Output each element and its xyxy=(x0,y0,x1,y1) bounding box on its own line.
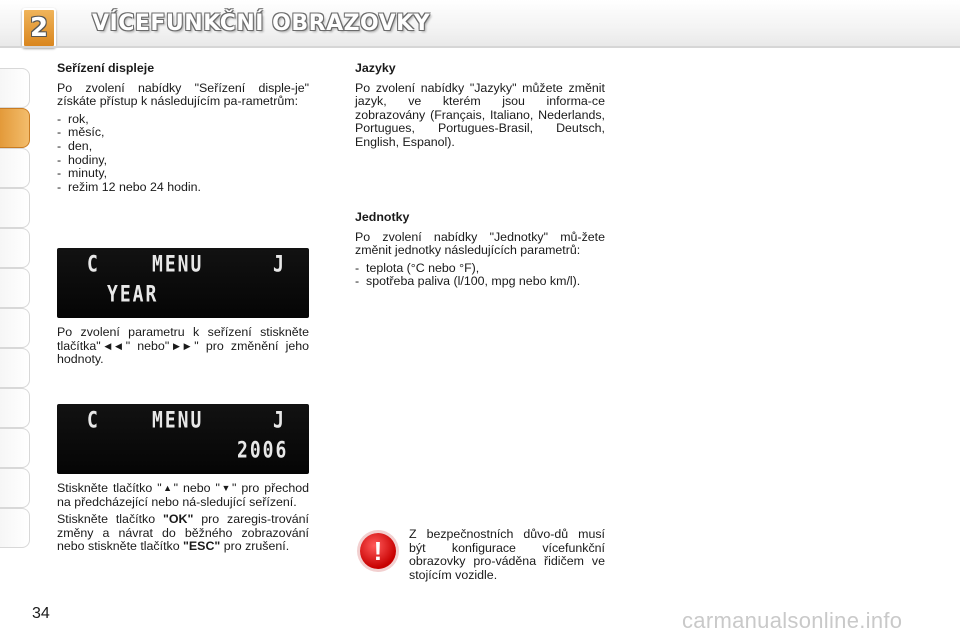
chapter-tab-3[interactable] xyxy=(0,148,30,188)
display-screen-value xyxy=(57,404,309,474)
screen-menu-label: MENU xyxy=(152,407,204,434)
display-settings-list xyxy=(57,113,309,195)
list-item: - hodiny, xyxy=(57,154,309,168)
chapter-tab-11[interactable] xyxy=(0,468,30,508)
adjust-value-text: Po zvolení parametru k seřízení stiskněte tlačítka"◀◀" nebo"▶▶" pro změnění jeho hodnoty. xyxy=(57,325,310,367)
adjust-value-section xyxy=(57,326,309,371)
page-number: 34 xyxy=(32,605,50,622)
screen-bracket-left: C xyxy=(87,251,100,278)
display-screen-year xyxy=(57,248,309,318)
ok-button-label: "OK" xyxy=(163,512,194,527)
esc-button-label: "ESC" xyxy=(183,539,221,554)
units-section xyxy=(355,211,605,289)
list-item: - režim 12 nebo 24 hodin. xyxy=(57,181,309,195)
chapter-tab-9[interactable] xyxy=(0,388,30,428)
confirm-text: Stiskněte tlačítko "OK" pro zaregis-trování změny a návrat do běžného zobrazování nebo stiskněte tlačítko "ESC" pro zrušení. xyxy=(57,512,309,554)
list-item: - měsíc, xyxy=(57,126,309,140)
chapter-tab-4[interactable] xyxy=(0,188,30,228)
chapter-tab-5[interactable] xyxy=(0,228,30,268)
chapter-badge xyxy=(22,8,56,48)
warning-text: Z bezpečnostních důvo-dů musí být konfigurace vícefunkční obrazovky pro-váděna řidičem ve stojícím vozidle. xyxy=(409,527,605,582)
display-settings-intro: Po zvolení nabídky "Seřízení disple-je" získáte přístup k následujícím pa-rametrům: xyxy=(57,80,309,109)
watermark: carmanualsonline.info xyxy=(682,608,903,633)
languages-heading: Jazyky xyxy=(355,61,396,75)
header-banner xyxy=(0,0,960,48)
languages-text: Po zvolení nabídky "Jazyky" můžete změnit jazyk, ve kterém jsou informa-ce zobrazovány (Français, Italiano, Nederlands, Portugues, Portugues-Brasil, Deutsch, English, Espanol). xyxy=(355,80,605,149)
screen-bracket-right: J xyxy=(273,251,286,278)
up-arrow-icon: ▲ xyxy=(161,483,174,493)
chapter-tab-2-active[interactable] xyxy=(0,108,30,148)
list-item: - spotřeba paliva (l/100, mpg nebo km/l). xyxy=(355,275,605,289)
units-heading: Jednotky xyxy=(355,210,410,224)
list-item: - den, xyxy=(57,140,309,154)
chapter-tab-10[interactable] xyxy=(0,428,30,468)
chapter-tab-12[interactable] xyxy=(0,508,30,548)
chapter-tabs xyxy=(0,68,32,548)
screen-bracket-left: C xyxy=(87,407,100,434)
chapter-tab-1[interactable] xyxy=(0,68,30,108)
warning-icon: ! xyxy=(360,533,396,569)
chapter-tab-8[interactable] xyxy=(0,348,30,388)
display-settings-section xyxy=(57,62,309,194)
header-divider xyxy=(0,46,960,48)
units-text: Po zvolení nabídky "Jednotky" mů-žete změnit jednotky následujících parametrů: xyxy=(355,229,605,258)
list-item: - teplota (°C nebo °F), xyxy=(355,262,605,276)
chapter-number: 2 xyxy=(29,13,49,43)
list-item: - rok, xyxy=(57,113,309,127)
fast-forward-icon: ▶▶ xyxy=(169,340,195,351)
display-settings-heading: Seřízení displeje xyxy=(57,61,155,75)
list-item: - minuty, xyxy=(57,167,309,181)
screen-parameter-value: YEAR xyxy=(107,281,159,308)
screen-menu-label: MENU xyxy=(152,251,204,278)
languages-section xyxy=(355,62,605,154)
screen-parameter-value: 2006 xyxy=(237,437,289,464)
down-arrow-icon: ▼ xyxy=(219,483,232,493)
screen-bracket-right: J xyxy=(273,407,286,434)
navigation-text: Stiskněte tlačítko "▲" nebo "▼" pro přechod na předcházející nebo ná-sledující seřízení. xyxy=(57,481,309,509)
units-list xyxy=(355,262,605,289)
rewind-icon: ◀◀ xyxy=(100,340,126,351)
chapter-tab-6[interactable] xyxy=(0,268,30,308)
warning-note xyxy=(409,528,605,586)
navigation-section xyxy=(57,482,309,558)
chapter-tab-7[interactable] xyxy=(0,308,30,348)
page-title: VÍCEFUNKČNÍ OBRAZOVKY xyxy=(92,11,431,36)
